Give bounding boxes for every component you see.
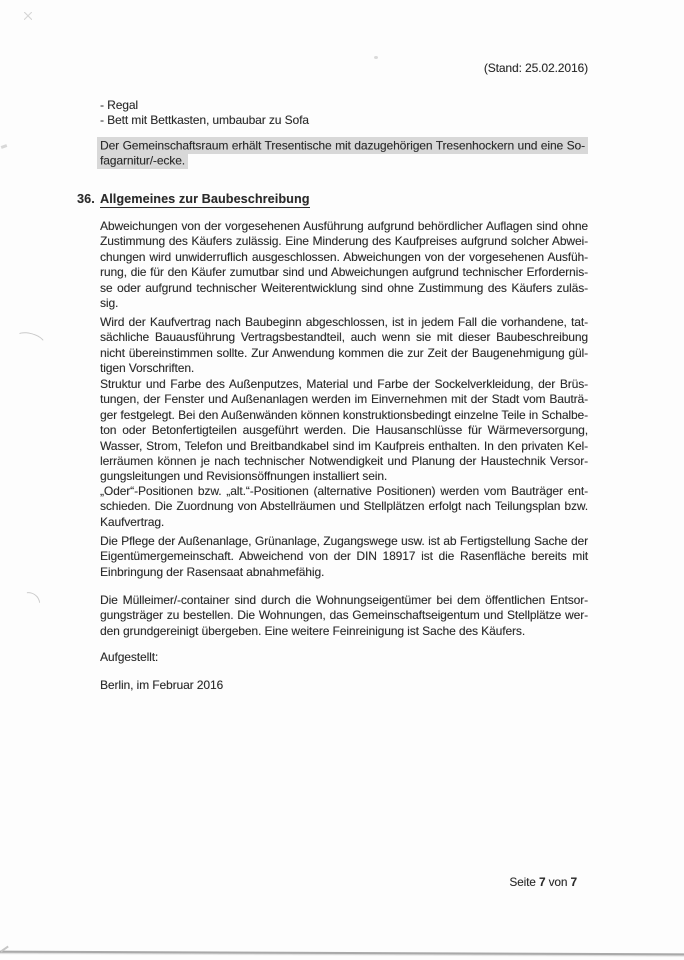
scan-artifact-speck bbox=[24, 12, 32, 20]
furnishing-list: - Regal - Bett mit Bettkasten, umbaubar zu Sofa bbox=[100, 98, 309, 128]
body-paragraph-1: Abweichungen von der vorgesehenen Ausführung aufgrund behördlicher Auflagen sind ohne Zustimmung des Käufers zulässig. Eine Minderung des Kaufpreises aufgrund solcher Abwei- chungen wird unwiderruflich ausgeschlossen. Abweichungen von der vorgesehenen Ausfüh- rung, die für den Käufer zumutbar sind und Abweichungen aufgrund technischer Erfordernis- se oder aufgrund technischer Weiterentwicklung sind ohne Zustimmung des Käufers zuläs- sig. bbox=[100, 219, 588, 311]
scan-artifact-arc-lower bbox=[11, 587, 45, 621]
scan-artifact-speck bbox=[1, 144, 8, 149]
current-page-number: 7 bbox=[538, 875, 546, 889]
body-paragraph-4: „Oder“-Positionen bzw. „alt.“-Positionen (alternative Positionen) werden vom Bauträger ent- schieden. Die Zuordnung von Abstellräumen und Stellplätzen erfolgt nach Teilungsplan bzw. Kaufvertrag. bbox=[100, 484, 588, 529]
page-number-prefix: Seite bbox=[509, 875, 536, 889]
revision-date-note: (Stand: 25.02.2016) bbox=[483, 61, 588, 75]
section-heading bbox=[77, 192, 588, 206]
scan-artifact-speck bbox=[374, 56, 378, 59]
scan-artifact-bottom-edge bbox=[0, 951, 684, 955]
scan-artifact-arc-upper bbox=[12, 329, 47, 354]
page-number-separator: von bbox=[548, 875, 568, 889]
total-page-number: 7 bbox=[570, 875, 577, 889]
highlighted-note: Der Gemeinschaftsraum erhält Tresentische mit dazugehörigen Tresenhockern und eine So- fagarnitur/-ecke. bbox=[100, 138, 588, 169]
body-paragraph-2: Wird der Kaufvertrag nach Baubeginn abgeschlossen, ist in jedem Fall die vorhandene, tat- sächliche Bauausführung Vertragsbestandteil, auch wenn sie mit dieser Baubeschreibung nicht übereinstimmen sollte. Zur Anwendung kommen die zur Zeit der Baugenehmigung gül- tigen Vorschriften. bbox=[100, 315, 588, 376]
body-paragraph-5: Die Pflege der Außenanlage, Grünanlage, Zugangswege usw. ist ab Fertigstellung Sache der Eigentümergemeinschaft. Abweichend von der DIN 18917 ist die Rasenfläche bereits mit Einbringung der Rasensaat abnahmefähig. bbox=[100, 534, 588, 579]
section-number: 36. bbox=[77, 192, 95, 206]
body-paragraph-3: Struktur und Farbe des Außenputzes, Material und Farbe der Sockelverkleidung, der Brüs- tungen, der Fenster und Außenanlagen werden im Einvernehmen mit der Stadt vom Bauträ- ger festgelegt. Bei den Außenwänden können konstruktionsbedingt einzelne Teile in Schalbe- ton oder Betonfertigteilen ausgeführt werden. Die Hausanschlüsse für Wärmeversorgung, Wasser, Strom, Telefon und Breitbandkabel sind im Kaufpreis enthalten. In den privaten Kel- lerräumen können je nach technischer Notwendigkeit und Planung der Haustechnik Versor- gungsleitungen und Revisionsöffnungen installiert sein. bbox=[100, 377, 588, 484]
section-title: Allgemeines zur Baubeschreibung bbox=[100, 192, 310, 206]
closing-label: Aufgestellt: bbox=[100, 650, 159, 664]
body-paragraph-6: Die Mülleimer/-container sind durch die Wohnungseigentümer bei dem öffentlichen Entsor- gungsträger zu bestellen. Die Wohnungen, das Gemeinschaftseigentum und Stellplätze wer- den grundgereinigt übergeben. Eine weitere Feinreinigung ist Sache des Käufers. bbox=[100, 593, 588, 638]
closing-place-date: Berlin, im Februar 2016 bbox=[100, 678, 224, 692]
page-number bbox=[509, 875, 577, 889]
